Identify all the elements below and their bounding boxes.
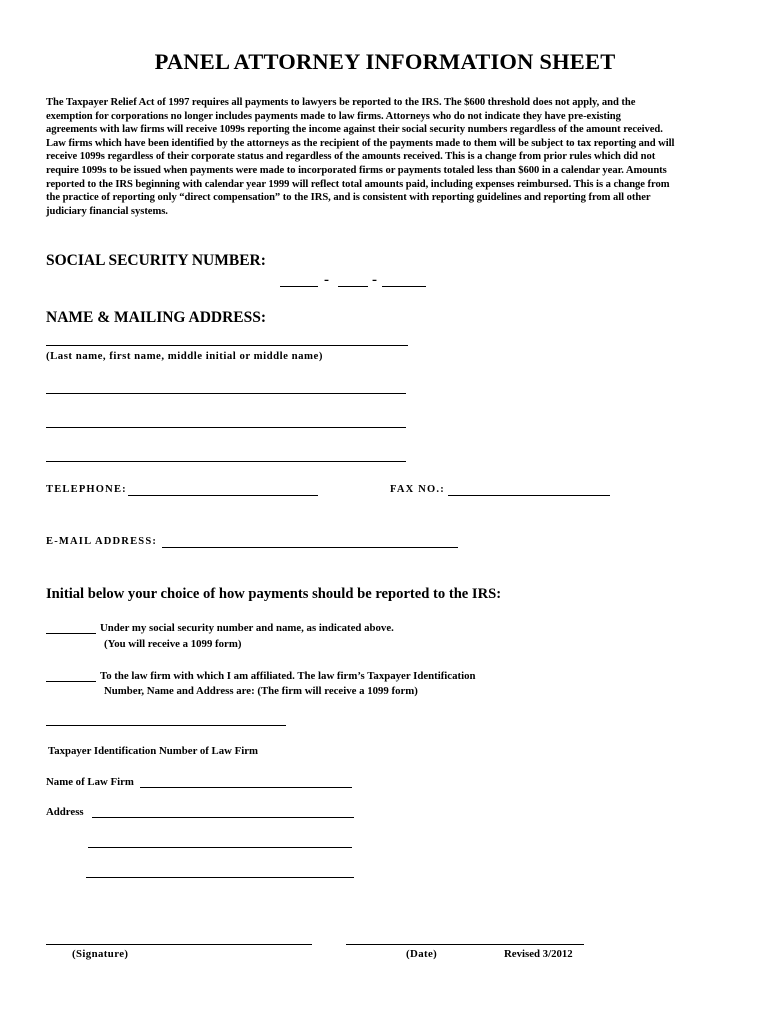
name-field[interactable]: [46, 345, 408, 346]
option1-note: (You will receive a 1099 form): [104, 638, 242, 650]
intro-line: exemption for corporations no longer includes payments made to law firms. Attorneys who do not indicate they have pre-existing: [46, 110, 621, 122]
address-line-1-field[interactable]: [46, 393, 406, 394]
name-address-label: NAME & MAILING ADDRESS:: [46, 309, 267, 326]
date-field[interactable]: [346, 944, 584, 945]
ssn-label: SOCIAL SECURITY NUMBER:: [46, 252, 266, 269]
fax-field[interactable]: [448, 495, 610, 496]
law-firm-address-label: Address: [46, 806, 84, 818]
option2-initial-field[interactable]: [46, 681, 96, 682]
ssn-part2-field[interactable]: [338, 286, 368, 287]
option2-text: To the law firm with which I am affiliated. The law firm’s Taxpayer Identification: [100, 670, 476, 682]
law-firm-address-line-2-field[interactable]: [88, 847, 352, 848]
signature-field[interactable]: [46, 944, 312, 945]
law-firm-tin-field[interactable]: [46, 725, 286, 726]
option1-initial-field[interactable]: [46, 633, 96, 634]
signature-label: (Signature): [72, 948, 129, 960]
intro-line: judiciary financial systems.: [46, 205, 168, 217]
intro-line: reported to the IRS beginning with calendar year 1999 will reflect total amounts paid, including expenses reimbursed. This is a change from: [46, 178, 670, 190]
law-firm-address-line-3-field[interactable]: [86, 877, 354, 878]
ssn-dash: -: [324, 272, 329, 288]
choice-heading: Initial below your choice of how payments should be reported to the IRS:: [46, 586, 502, 602]
ssn-part1-field[interactable]: [280, 286, 318, 287]
law-firm-tin-label: Taxpayer Identification Number of Law Firm: [48, 745, 259, 757]
fax-label: FAX NO.:: [390, 484, 445, 495]
intro-line: The Taxpayer Relief Act of 1997 requires all payments to lawyers be reported to the IRS. The $600 threshold does not apply, and the: [46, 97, 636, 108]
intro-line: Law firms which have been identified by the attorneys as the recipient of the payments made to them will be subject to tax reporting and will: [46, 137, 675, 149]
telephone-label: TELEPHONE:: [46, 484, 127, 495]
ssn-dash: -: [372, 272, 377, 288]
telephone-field[interactable]: [128, 495, 318, 496]
law-firm-name-label: Name of Law Firm: [46, 776, 134, 788]
address-line-3-field[interactable]: [46, 461, 406, 462]
intro-paragraph: [46, 96, 726, 218]
date-label: (Date): [406, 948, 438, 960]
intro-line: the practice of reporting only “direct compensation” to the IRS, and is consistent with reporting guidelines and reporting from all other: [46, 192, 651, 204]
option1-text: Under my social security number and name, as indicated above.: [100, 622, 394, 634]
revision-label: Revised 3/2012: [504, 948, 573, 960]
option2-note: Number, Name and Address are: (The firm will receive a 1099 form): [104, 685, 418, 697]
name-hint: (Last name, first name, middle initial or middle name): [46, 350, 323, 362]
law-firm-address-line-1-field[interactable]: [92, 817, 354, 818]
page-title: PANEL ATTORNEY INFORMATION SHEET: [154, 49, 616, 74]
email-field[interactable]: [162, 547, 458, 548]
intro-line: agreements with law firms will receive 1099s reporting the income against their social security numbers regardless of the amount received.: [46, 124, 663, 136]
intro-line: require 1099s to be issued when payments were made to incorporated firms or payments totaled less than $600 in a calendar year. Amounts: [46, 164, 667, 176]
intro-line: receive 1099s regardless of their corporate status and regardless of the amounts received. This is a change from prior rules which did not: [46, 151, 656, 163]
email-label: E-MAIL ADDRESS:: [46, 536, 158, 547]
law-firm-name-field[interactable]: [140, 787, 352, 788]
address-line-2-field[interactable]: [46, 427, 406, 428]
ssn-part3-field[interactable]: [382, 286, 426, 287]
